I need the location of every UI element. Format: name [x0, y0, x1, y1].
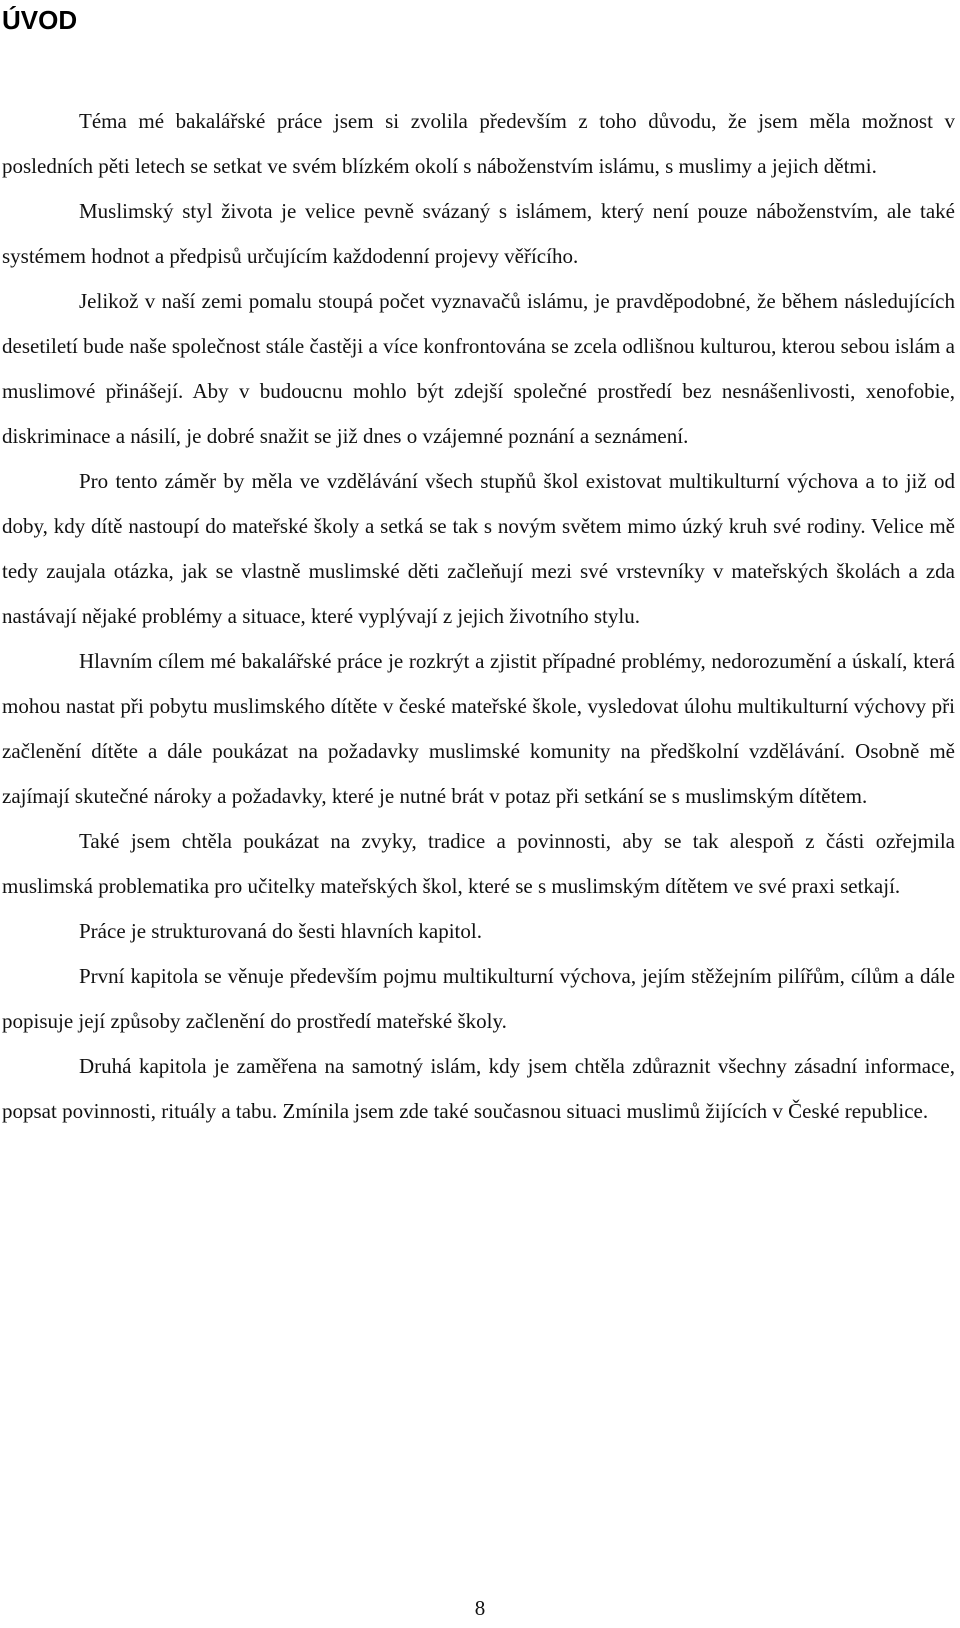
body-text	[2, 99, 955, 1134]
paragraph-2: Muslimský styl života je velice pevně svázaný s islámem, který není pouze náboženstvím, ale také systémem hodnot a předpisů určujícím každodenní projevy věřícího.	[2, 199, 955, 268]
paragraph-9: Druhá kapitola je zaměřena na samotný islám, kdy jsem chtěla zdůraznit všechny zásadní informace, popsat povinnosti, rituály a tabu. Zmínila jsem zde také současnou situaci muslimů žijících v České republice.	[2, 1054, 955, 1123]
paragraph-1: Téma mé bakalářské práce jsem si zvolila především z toho důvodu, že jsem měla možnost v posledních pěti letech se setkat ve svém blízkém okolí s náboženstvím islámu, s muslimy a jejich dětmi.	[2, 109, 955, 178]
chapter-heading: ÚVOD	[2, 5, 78, 35]
paragraph-8: První kapitola se věnuje především pojmu multikulturní výchova, jejím stěžejním pilířům, cílům a dále popisuje její způsoby začlenění do prostředí mateřské školy.	[2, 964, 955, 1033]
paragraph-7: Práce je strukturovaná do šesti hlavních kapitol.	[79, 919, 482, 943]
paragraph-4: Pro tento záměr by měla ve vzdělávání všech stupňů škol existovat multikulturní výchova a to již od doby, kdy dítě nastoupí do mateřské školy a setká se tak s novým světem mimo úzký kruh své rodiny. Velice mě tedy zaujala otázka, jak se vlastně muslimské děti začleňují mezi své vrstevníky v mateřských školách a zda nastávají nějaké problémy a situace, které vyplývají z jejich životního stylu.	[2, 469, 955, 628]
paragraph-6: Také jsem chtěla poukázat na zvyky, tradice a povinnosti, aby se tak alespoň z části ozřejmila muslimská problematika pro učitelky mateřských škol, které se s muslimským dítětem ve své praxi setkají.	[2, 829, 955, 898]
page-number: 8	[474, 1596, 486, 1620]
paragraph-5: Hlavním cílem mé bakalářské práce je rozkrýt a zjistit případné problémy, nedorozumění a úskalí, která mohou nastat při pobytu muslimského dítěte v české mateřské škole, vysledovat úlohu multikulturní výchovy při začlenění dítěte a dále poukázat na požadavky muslimské komunity na předškolní vzdělávání. Osobně mě zajímají skutečné nároky a požadavky, které je nutné brát v potaz při setkání se s muslimským dítětem.	[2, 649, 955, 808]
paragraph-3: Jelikož v naší zemi pomalu stoupá počet vyznavačů islámu, je pravděpodobné, že během následujících desetiletí bude naše společnost stále častěji a více konfrontována se zcela odlišnou kulturou, kterou sebou islám a muslimové přinášejí. Aby v budoucnu mohlo být zdejší společné prostředí bez nesnášenlivosti, xenofobie, diskriminace a násilí, je dobré snažit se již dnes o vzájemné poznání a seznámení.	[2, 289, 955, 448]
